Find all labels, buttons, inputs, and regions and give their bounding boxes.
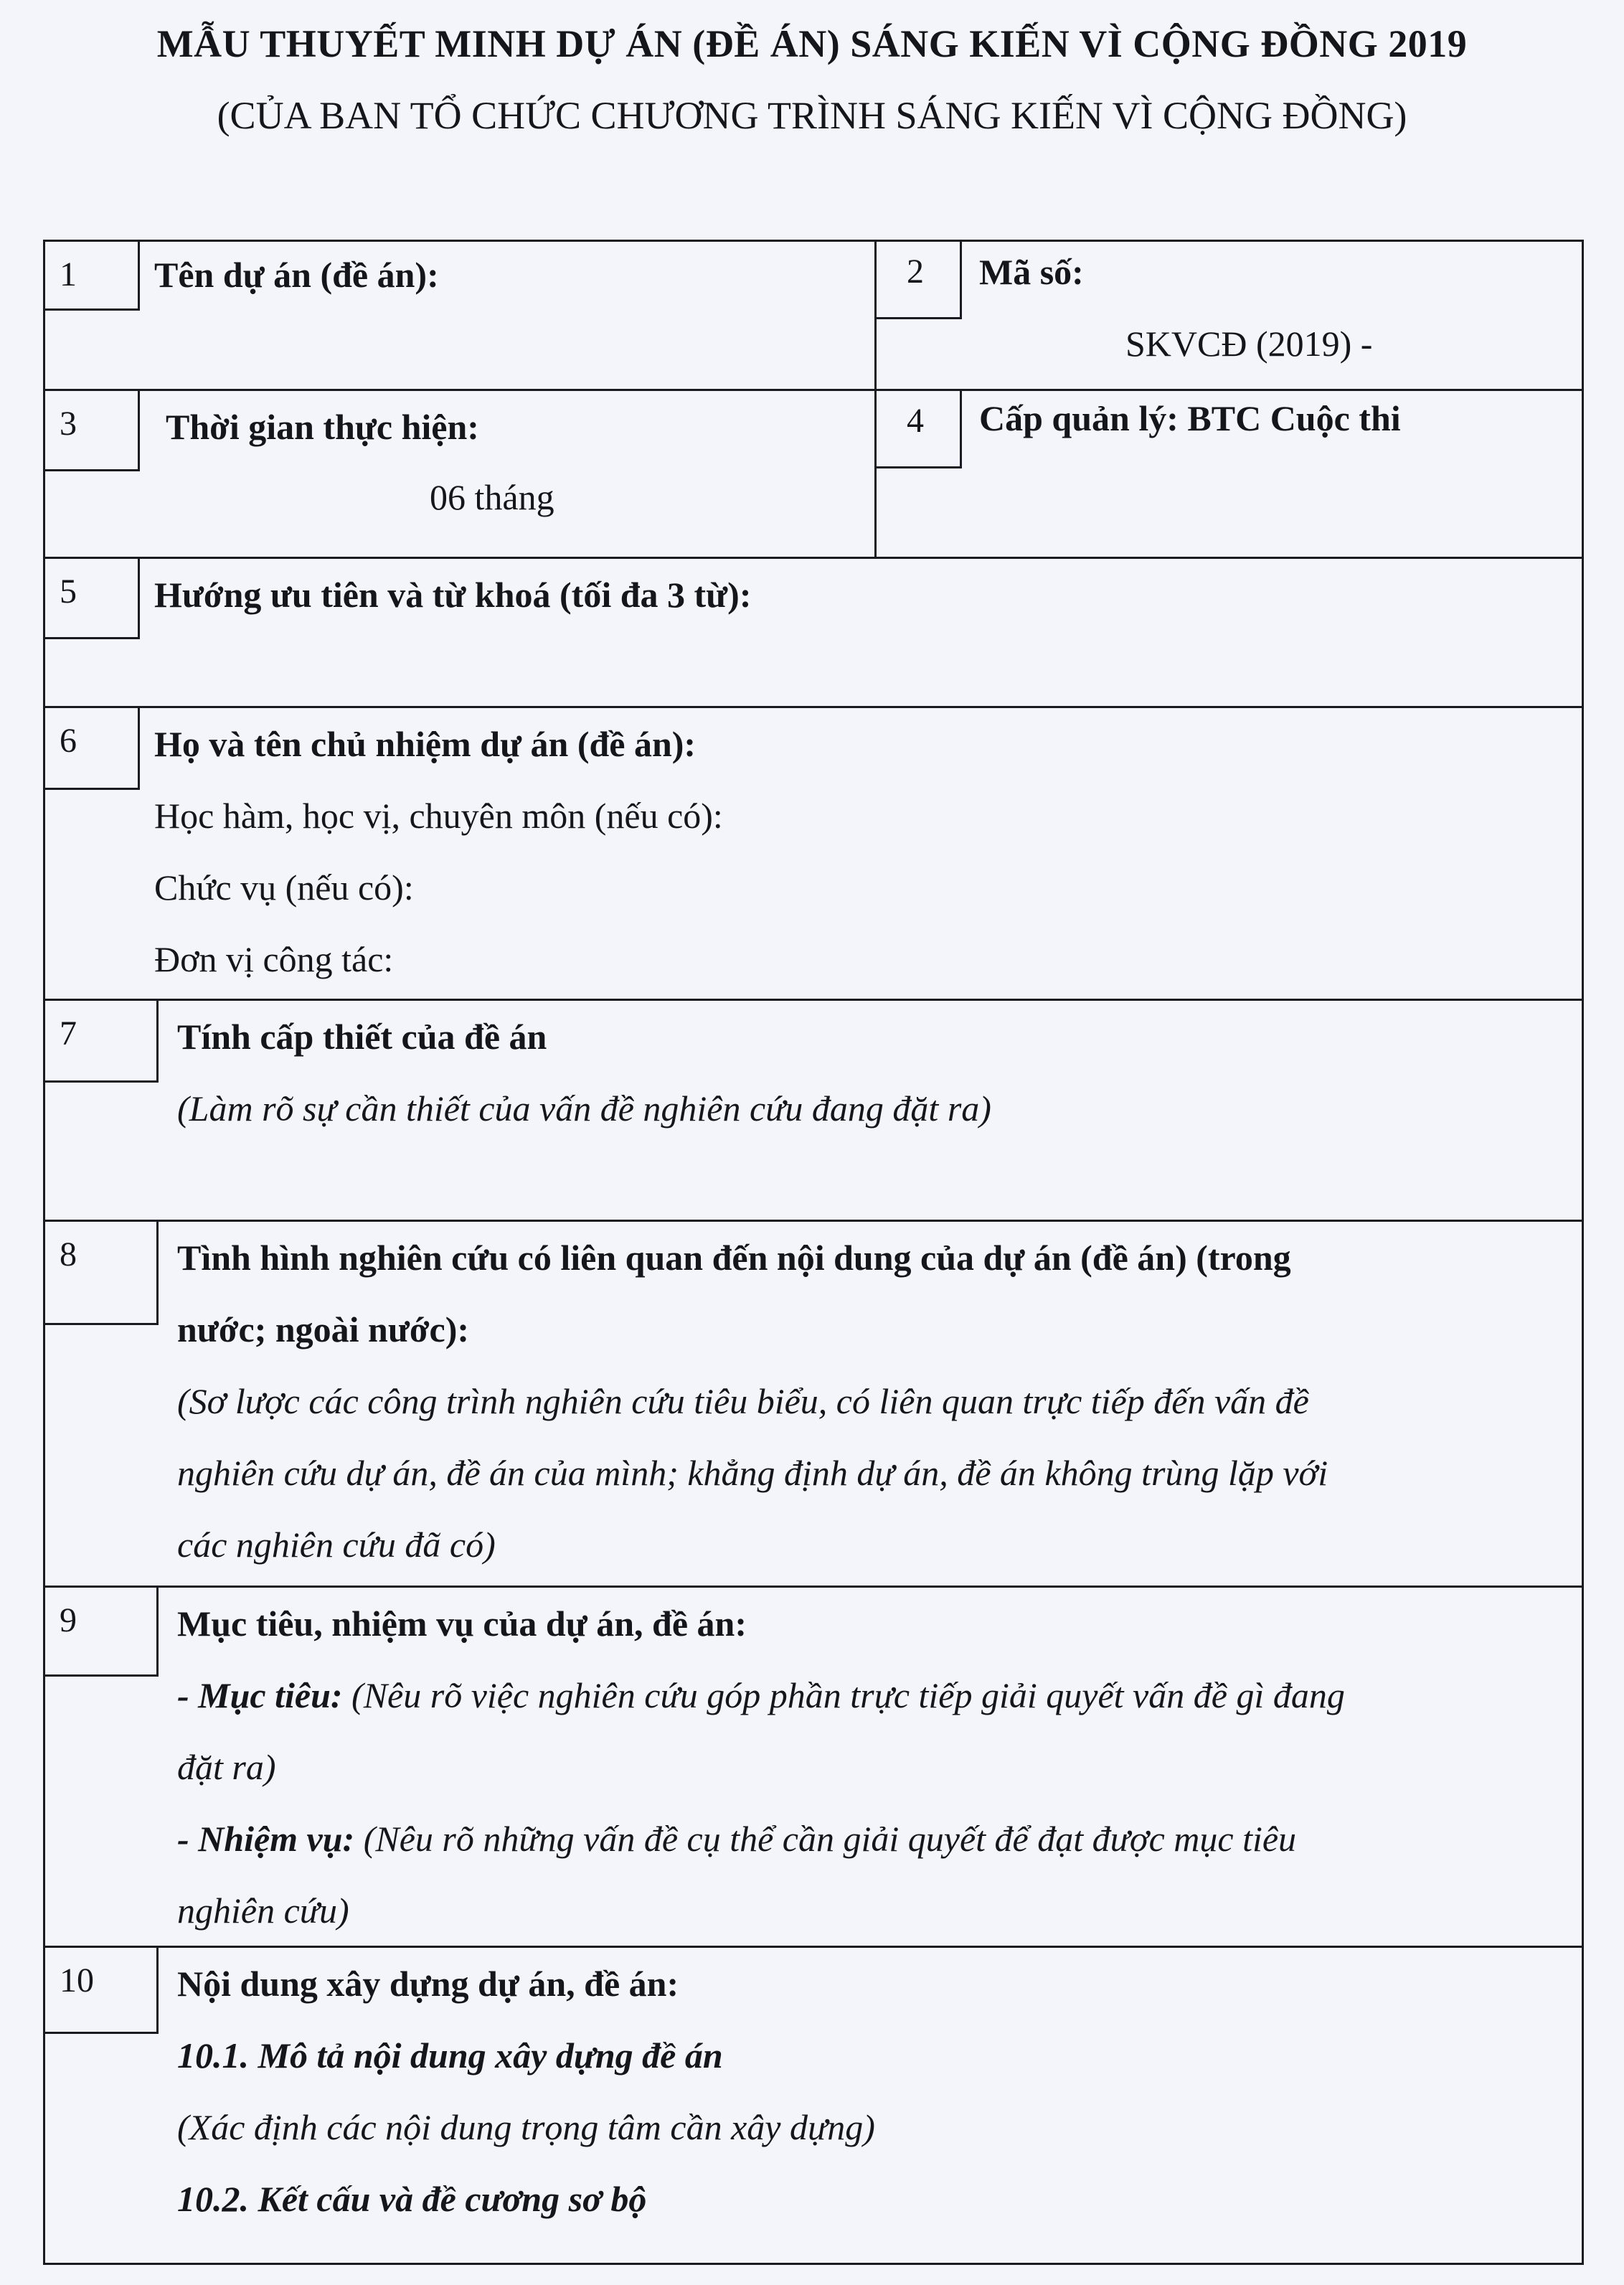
urgency-note: (Làm rõ sự cần thiết của vấn đề nghiên cứu đang đặt ra)	[177, 1088, 991, 1129]
section-number-5: 5	[45, 559, 140, 639]
row-5	[45, 559, 1582, 708]
section-number-10: 10	[45, 1948, 159, 2034]
urgency-label: Tính cấp thiết của đề án	[177, 1017, 547, 1057]
goal-label: - Mục tiêu:	[177, 1675, 343, 1715]
keywords-label: Hướng ưu tiên và từ khoá (tối đa 3 từ):	[154, 575, 752, 615]
research-status-note-line1: (Sơ lược các công trình nghiên cứu tiêu biểu, có liên quan trực tiếp đến vấn đề	[177, 1381, 1309, 1421]
task-label: - Nhiệm vụ:	[177, 1819, 355, 1859]
section-number-1: 1	[45, 242, 140, 311]
leader-name-label: Họ và tên chủ nhiệm dự án (đề án):	[154, 724, 697, 764]
task-text-line2: nghiên cứu)	[177, 1890, 349, 1931]
management-level-label: Cấp quản lý: BTC Cuộc thi	[979, 398, 1401, 438]
row-7	[45, 1001, 1582, 1222]
project-name-label: Tên dự án (đề án):	[154, 255, 439, 295]
goal-line	[177, 1659, 1345, 1731]
section-number-7: 7	[45, 1001, 159, 1083]
section-number-2: 2	[874, 242, 962, 319]
row-8	[45, 1222, 1582, 1588]
form-table	[43, 240, 1584, 2265]
research-status-note-line2: nghiên cứu dự án, đề án của mình; khẳng định dự án, đề án không trùng lặp với	[177, 1453, 1328, 1493]
duration-value: 06 tháng	[430, 477, 554, 517]
document-subtitle: (CỦA BAN TỔ CHỨC CHƯƠNG TRÌNH SÁNG KIẾN VÌ CỘNG ĐỒNG)	[217, 94, 1407, 137]
section-number-9: 9	[45, 1588, 159, 1677]
section-number-3: 3	[45, 391, 140, 471]
content-sub1-note: (Xác định các nội dung trọng tâm cần xây dựng)	[177, 2107, 875, 2147]
section-number-8: 8	[45, 1222, 159, 1325]
research-status-label-line2: nước; ngoài nước):	[177, 1309, 470, 1349]
row-1-2	[45, 242, 1582, 391]
research-status-note-line3: các nghiên cứu đã có)	[177, 1525, 496, 1565]
workplace-label: Đơn vị công tác:	[154, 939, 394, 979]
position-label: Chức vụ (nếu có):	[154, 867, 414, 908]
content-sub2: 10.2. Kết cấu và đề cương sơ bộ	[177, 2179, 647, 2219]
task-line	[177, 1803, 1296, 1875]
research-status-label-line1: Tình hình nghiên cứu có liên quan đến nội dung của dự án (đề án) (trong	[177, 1238, 1291, 1278]
academic-title-label: Học hàm, học vị, chuyên môn (nếu có):	[154, 796, 723, 836]
goal-text: (Nêu rõ việc nghiên cứu góp phần trực tiếp giải quyết vấn đề gì đang	[342, 1675, 1345, 1715]
content-label: Nội dung xây dựng dự án, đề án:	[177, 1964, 679, 2004]
code-value: SKVCĐ (2019) -	[1125, 324, 1373, 364]
row-3-4	[45, 391, 1582, 559]
duration-label: Thời gian thực hiện:	[166, 407, 479, 447]
goal-text-line2: đặt ra)	[177, 1747, 276, 1787]
section-number-4: 4	[874, 391, 962, 468]
objectives-label: Mục tiêu, nhiệm vụ của dự án, đề án:	[177, 1603, 747, 1644]
task-text: (Nêu rõ những vấn đề cụ thể cần giải quyết để đạt được mục tiêu	[354, 1819, 1297, 1859]
row-6	[45, 708, 1582, 1001]
code-label: Mã số:	[979, 252, 1084, 292]
column-divider	[874, 242, 877, 559]
section-number-6: 6	[45, 708, 140, 790]
document-title: MẪU THUYẾT MINH DỰ ÁN (ĐỀ ÁN) SÁNG KIẾN VÌ CỘNG ĐỒNG 2019	[156, 22, 1468, 65]
row-9	[45, 1588, 1582, 1948]
content-sub1: 10.1. Mô tả nội dung xây dựng đề án	[177, 2035, 723, 2076]
row-10	[45, 1948, 1582, 2263]
